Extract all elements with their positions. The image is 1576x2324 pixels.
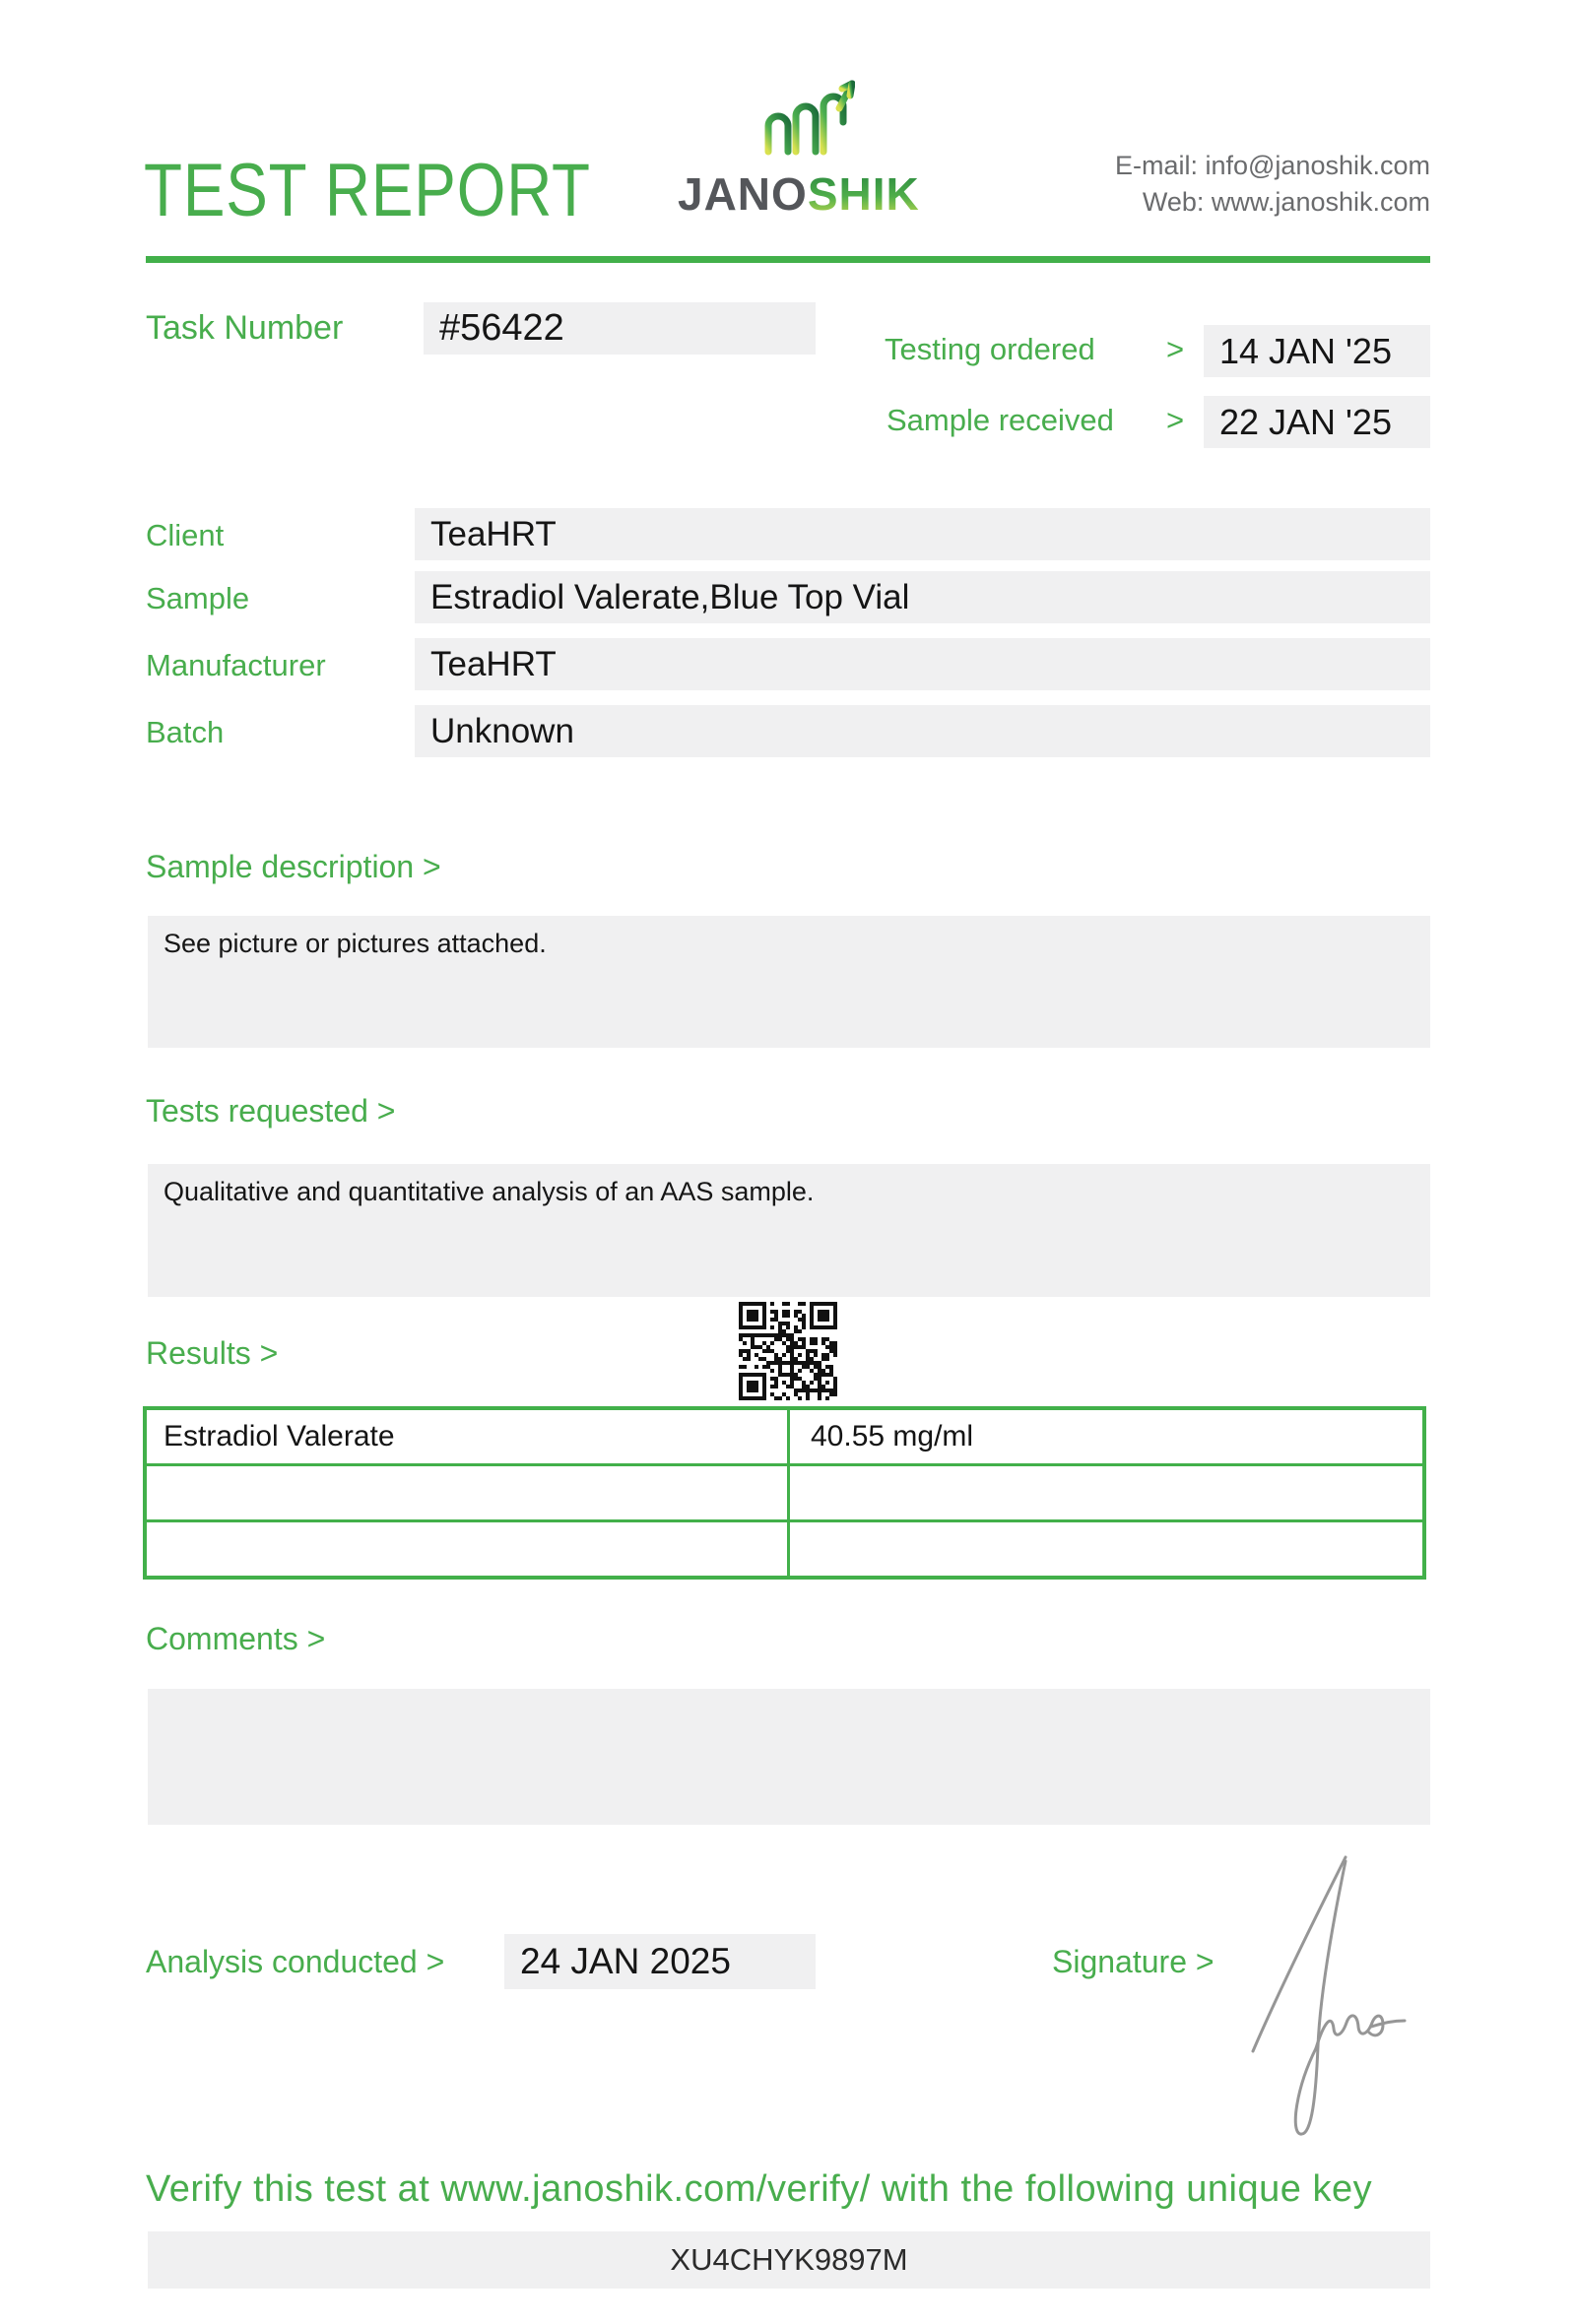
manufacturer-value — [415, 638, 1430, 690]
batch-value — [415, 705, 1430, 757]
testing-ordered-text: 14 JAN '25 — [1219, 330, 1392, 371]
testing-ordered-arrow: > — [1166, 332, 1185, 366]
results-heading: Results > — [146, 1335, 279, 1371]
batch-label: Batch — [146, 715, 225, 749]
results-value-cell — [790, 1522, 1422, 1576]
contact-block — [938, 148, 1430, 221]
tests-requested-heading: Tests requested > — [146, 1093, 396, 1129]
sample-value — [415, 571, 1430, 623]
sample-description-box: See picture or pictures attached. — [148, 916, 1430, 1048]
results-value-cell: 40.55 mg/ml — [790, 1410, 1422, 1463]
sample-received-arrow: > — [1166, 403, 1185, 437]
verify-instruction: Verify this test at www.janoshik.com/verify/ with the following unique key — [146, 2168, 1373, 2210]
header-divider — [146, 256, 1430, 263]
verify-key-text: XU4CHYK9897M — [670, 2242, 908, 2277]
analysis-date-text: 24 JAN 2025 — [520, 1941, 731, 1981]
task-number-label: Task Number — [146, 309, 344, 347]
signature-image — [1221, 1840, 1418, 2157]
results-table — [143, 1406, 1426, 1580]
sample-text: Estradiol Valerate,Blue Top Vial — [430, 577, 910, 616]
comments-box — [148, 1689, 1430, 1825]
results-value-cell — [790, 1466, 1422, 1519]
client-label: Client — [146, 518, 225, 552]
results-analyte-cell: Estradiol Valerate — [147, 1410, 787, 1463]
qr-code — [739, 1302, 837, 1400]
batch-text: Unknown — [430, 711, 574, 750]
client-text: TeaHRT — [430, 514, 557, 553]
tests-requested-box: Qualitative and quantitative analysis of an AAS sample. — [148, 1164, 1430, 1297]
logo-word-green: SHIK — [807, 168, 920, 220]
sample-description-heading: Sample description > — [146, 849, 441, 884]
signature-label: Signature > — [1052, 1944, 1215, 1979]
task-number-value — [424, 302, 816, 355]
comments-heading: Comments > — [146, 1621, 326, 1656]
sample-received-value — [1204, 396, 1430, 448]
logo-word-dark: JANO — [678, 168, 808, 220]
contact-web: Web: www.janoshik.com — [1142, 187, 1430, 217]
verify-key-box — [148, 2231, 1430, 2289]
sample-label: Sample — [146, 581, 250, 615]
page-title: TEST REPORT — [144, 149, 591, 232]
client-value — [415, 508, 1430, 560]
testing-ordered-value — [1204, 325, 1430, 377]
task-number-text: #56422 — [439, 307, 564, 349]
analysis-conducted-value — [504, 1934, 816, 1989]
manufacturer-text: TeaHRT — [430, 644, 557, 683]
growth-chart-icon — [753, 79, 855, 165]
results-analyte-cell — [147, 1522, 787, 1576]
sample-received-text: 22 JAN '25 — [1219, 401, 1392, 442]
logo-wordmark — [678, 167, 918, 221]
sample-received-label: Sample received — [886, 403, 1114, 437]
analysis-conducted-label: Analysis conducted > — [146, 1944, 445, 1979]
contact-email: E-mail: info@janoshik.com — [1114, 151, 1430, 180]
testing-ordered-label: Testing ordered — [885, 332, 1095, 366]
results-analyte-cell — [147, 1466, 787, 1519]
manufacturer-label: Manufacturer — [146, 648, 326, 682]
